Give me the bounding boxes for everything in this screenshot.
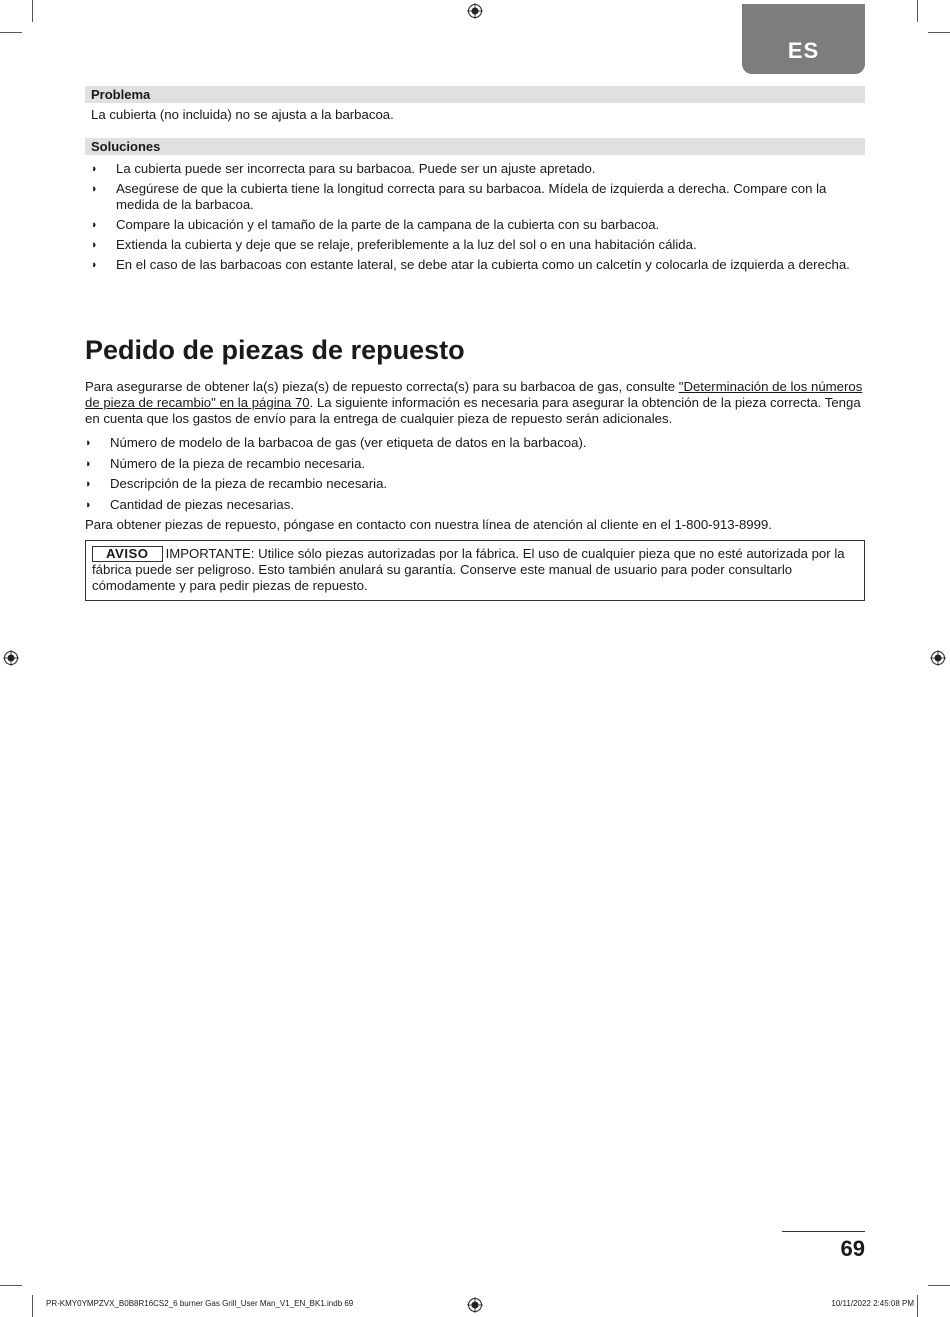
info-text: Número de modelo de la barbacoa de gas (ver etiqueta de datos en la barbacoa). <box>110 435 587 450</box>
list-item <box>85 476 865 492</box>
page-number: 69 <box>840 1236 865 1261</box>
language-tab <box>742 4 865 74</box>
bullet-icon: ◗ <box>91 239 98 251</box>
section-title: Pedido de piezas de repuesto <box>85 335 465 365</box>
troubleshooting-table <box>85 86 865 277</box>
page-number-rule <box>782 1231 865 1232</box>
bullet-icon: ◗ <box>91 163 98 175</box>
solution-text: Compare la ubicación y el tamaño de la parte de la campana de la cubierta con su barbacoa. <box>116 217 660 232</box>
solutions-header: Soluciones <box>85 138 865 155</box>
intro-text: . La siguiente información es necesaria para asegurar la obtención de la pieza correcta. Tenga en cuenta que los gastos de envío para la entrega de cualquier pieza de repuesto serán adicionales. <box>85 395 861 426</box>
crop-mark <box>917 1295 918 1317</box>
crop-mark <box>32 0 33 22</box>
solutions-list <box>85 161 865 273</box>
list-item <box>85 257 865 273</box>
notice-text: IMPORTANTE: Utilice sólo piezas autorizadas por la fábrica. El uso de cualquier pieza que no esté autorizada por la fábrica puede ser peligroso. Esto también anulará su garantía. Conserve este manual de usuario para poder consultarlo cómodamente y para pedir piezas de repuesto. <box>92 546 845 593</box>
footer-timestamp: 10/11/2022 2:45:08 PM <box>831 1299 914 1308</box>
registration-mark-icon <box>467 1297 483 1313</box>
list-item <box>85 161 865 177</box>
contact-text: Para obtener piezas de repuesto, póngase en contacto con nuestra línea de atención al cliente en el 1-800-913-8999. <box>85 517 772 532</box>
bullet-icon: ◗ <box>91 183 98 195</box>
page-reference-link[interactable]: "Determinación de los números de pieza de recambio" en la página 70 <box>85 379 863 410</box>
crop-mark <box>928 1285 950 1286</box>
bullet-icon: ◗ <box>85 498 92 511</box>
problem-text: La cubierta (no incluida) no se ajusta a la barbacoa. <box>91 107 394 122</box>
language-tab-label: ES <box>787 38 820 63</box>
solution-text: Asegúrese de que la cubierta tiene la longitud correcta para su barbacoa. Mídela de izquierda a derecha. Compare con la medida de la barbacoa. <box>116 181 827 212</box>
required-info-list <box>85 435 865 517</box>
registration-mark-icon <box>467 3 483 19</box>
registration-mark-icon <box>930 650 946 666</box>
intro-paragraph <box>85 379 865 427</box>
crop-mark <box>928 32 950 33</box>
registration-mark-icon <box>3 650 19 666</box>
bullet-icon: ◗ <box>85 437 92 449</box>
bullet-icon: ◗ <box>91 219 98 231</box>
bullet-icon: ◗ <box>85 478 92 490</box>
list-item <box>85 217 865 233</box>
list-item <box>85 181 865 213</box>
solution-text: La cubierta puede ser incorrecta para su barbacoa. Puede ser un ajuste apretado. <box>116 161 596 176</box>
solution-text: En el caso de las barbacoas con estante lateral, se debe atar la cubierta como un calcetín y colocarla de izquierda a derecha. <box>116 257 850 272</box>
crop-mark <box>0 1285 22 1286</box>
list-item <box>85 237 865 253</box>
footer-file-info: PR-KMY0YMPZVX_B0B8R16CS2_6 burner Gas Grill_User Man_V1_EN_BK1.indb 69 <box>46 1299 354 1308</box>
list-item <box>85 497 865 513</box>
list-item <box>85 435 865 451</box>
solution-text: Extienda la cubierta y deje que se relaje, preferiblemente a la luz del sol o en una habitación cálida. <box>116 237 697 252</box>
bullet-icon: ◗ <box>85 457 92 470</box>
info-text: Descripción de la pieza de recambio necesaria. <box>110 476 388 491</box>
bullet-icon: ◗ <box>91 259 98 271</box>
notice-label: AVISO <box>92 546 163 562</box>
problem-header: Problema <box>85 86 865 103</box>
crop-mark <box>32 1295 33 1317</box>
warning-notice <box>85 540 865 601</box>
crop-mark <box>917 0 918 22</box>
intro-text: Para asegurarse de obtener la(s) pieza(s) de repuesto correcta(s) para su barbacoa de gas, consulte <box>85 379 679 394</box>
list-item <box>85 456 865 472</box>
crop-mark <box>0 32 22 33</box>
info-text: Cantidad de piezas necesarias. <box>110 496 295 512</box>
info-text: Número de la pieza de recambio necesaria. <box>110 455 366 471</box>
